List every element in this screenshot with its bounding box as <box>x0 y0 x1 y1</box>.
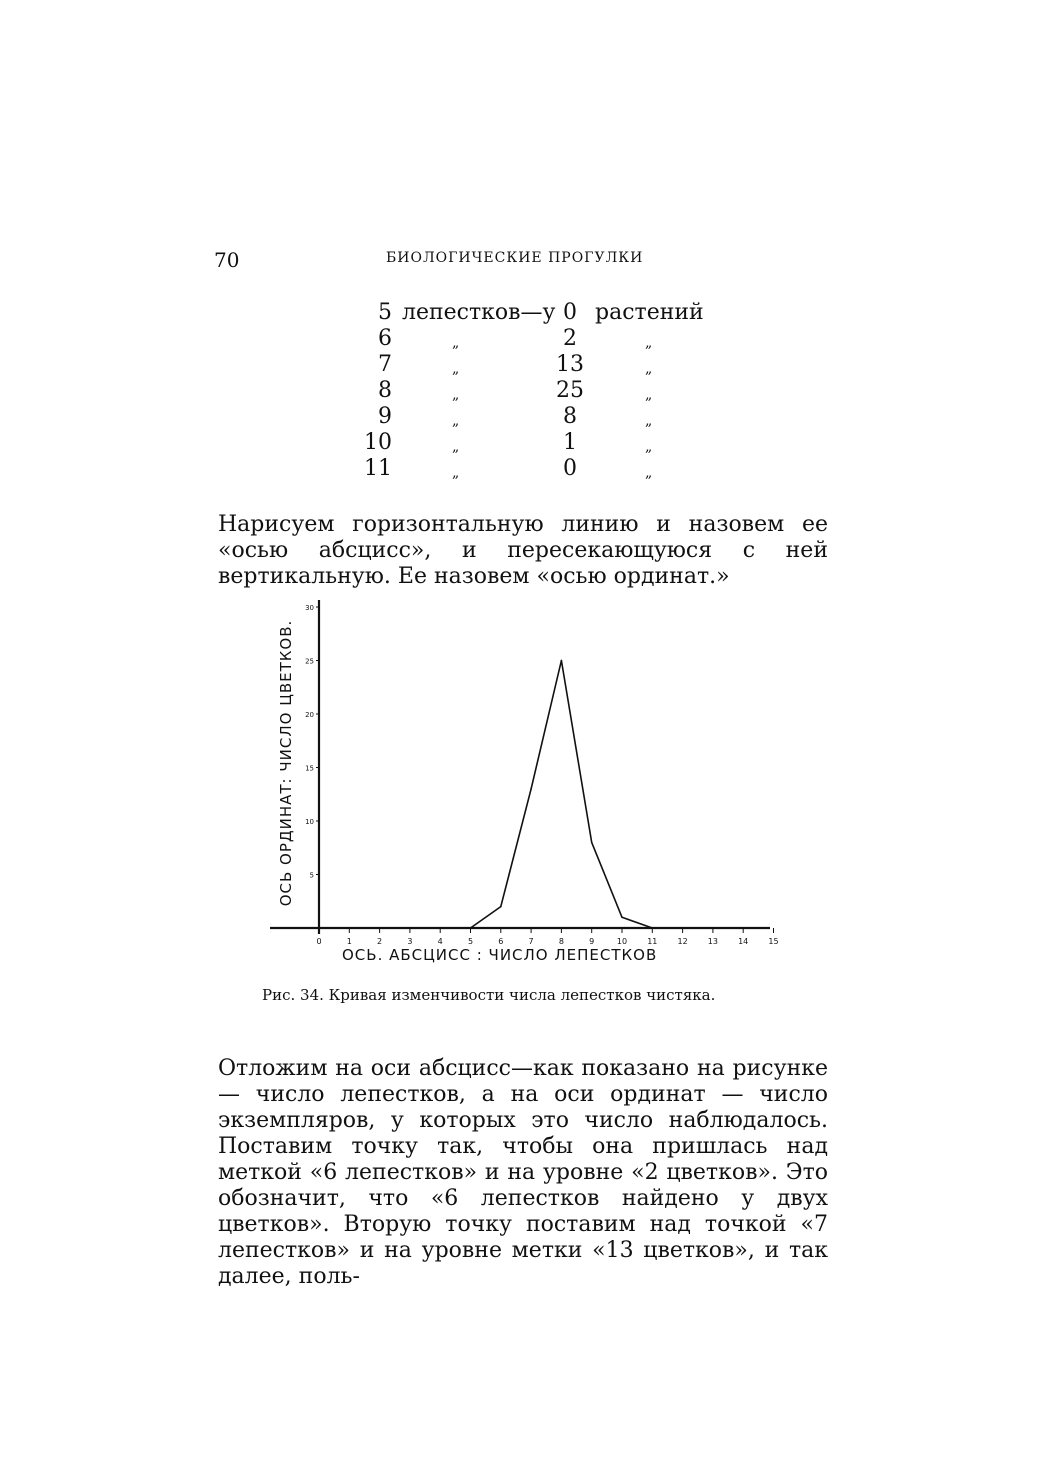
body-paragraph: Отложим на оси абсцисс—как показано на рисунке — число лепестков, а на оси ординат — число экземпляров, у которых это число наблюдалось. Поставим точку так, чтобы она пришлась над меткой «6 лепестков» и на уровне «2 цветков». Это обозначит, что «6 лепестков найдено у двух цветков». Вторую точку поставим над точкой «7 лепестков» и на уровне метки «13 цветков», и так далее, поль- <box>218 1056 828 1289</box>
data-point <box>561 660 563 662</box>
x-tick-label: 14 <box>738 937 749 946</box>
data-point <box>500 906 502 908</box>
running-head: БИОЛОГИЧЕСКИЕ ПРОГУЛКИ <box>386 250 644 266</box>
ditto-mark: „ <box>645 361 653 377</box>
y-tick-label: 10 <box>305 818 314 826</box>
page-number: 70 <box>214 248 240 272</box>
y-tick-label: 5 <box>309 871 314 880</box>
plant-count: 25 <box>556 378 584 403</box>
x-tick-label: 13 <box>707 937 718 946</box>
y-tick-label: 15 <box>305 764 314 773</box>
plant-count: 0 <box>563 300 577 325</box>
y-tick-label: 20 <box>305 711 314 719</box>
ditto-mark: „ <box>452 361 460 377</box>
x-tick-label: 4 <box>437 937 443 946</box>
plant-count: 0 <box>563 456 577 481</box>
x-tick-label: 10 <box>616 937 628 946</box>
petal-count: 10 <box>364 430 392 455</box>
ditto-mark: „ <box>645 439 653 455</box>
ditto-mark: „ <box>645 387 653 403</box>
figure-caption: Рис. 34. Кривая изменчивости числа лепестков чистяка. <box>262 986 716 1004</box>
data-point <box>591 842 593 844</box>
x-tick-label: 15 <box>768 937 779 946</box>
data-point <box>470 927 472 929</box>
ditto-mark: „ <box>645 413 653 429</box>
x-tick-label: 9 <box>589 937 595 946</box>
data-point <box>530 788 532 790</box>
plant-count: 2 <box>563 326 577 351</box>
x-tick-label: 0 <box>316 937 322 946</box>
x-tick-label: 11 <box>647 937 658 946</box>
petal-count: 8 <box>378 378 392 403</box>
x-tick-label: 2 <box>377 937 383 946</box>
x-tick-label: 12 <box>677 937 688 946</box>
petal-word: лепестков—у <box>402 300 556 325</box>
petal-count: 9 <box>378 404 392 429</box>
plant-count: 1 <box>563 430 577 455</box>
petal-count: 11 <box>364 456 392 481</box>
plant-count: 8 <box>563 404 577 429</box>
x-tick-label: 7 <box>528 937 534 946</box>
data-point <box>652 927 654 929</box>
ditto-mark: „ <box>645 335 653 351</box>
data-point <box>621 917 623 919</box>
ditto-mark: „ <box>645 465 653 481</box>
plant-count: 13 <box>556 352 584 377</box>
y-tick-label: 30 <box>305 604 314 612</box>
petal-count: 5 <box>378 300 392 325</box>
x-tick-label: 6 <box>498 937 504 946</box>
x-tick-label: 5 <box>467 937 474 946</box>
data-series-line <box>471 661 653 929</box>
ditto-mark: „ <box>452 335 460 351</box>
y-axis-title-wrap <box>272 600 300 925</box>
petal-count: 7 <box>378 352 392 377</box>
ditto-mark: „ <box>452 439 460 455</box>
x-tick-label: 8 <box>558 937 564 946</box>
ditto-mark: „ <box>452 465 460 481</box>
chart-canvas <box>262 598 782 978</box>
variation-chart <box>262 598 782 978</box>
y-tick-label: 25 <box>305 657 314 666</box>
plant-word: растений <box>595 300 704 325</box>
x-tick-label: 3 <box>407 937 413 946</box>
x-tick-label: 1 <box>346 937 352 946</box>
intro-paragraph: Нарисуем горизонтальную линию и назовем ее «осью абсцисс», и пересекающуюся с ней вертикальную. Ее назовем «осью ординат.» <box>218 512 828 589</box>
petal-count: 6 <box>378 326 392 351</box>
ditto-mark: „ <box>452 413 460 429</box>
y-axis-title: ОСЬ ОРДИНАТ: ЧИСЛО ЦВЕТКОВ. <box>277 619 295 906</box>
x-axis-title: ОСЬ. АБСЦИСС : ЧИСЛО ЛЕПЕСТКОВ <box>342 946 658 964</box>
ditto-mark: „ <box>452 387 460 403</box>
